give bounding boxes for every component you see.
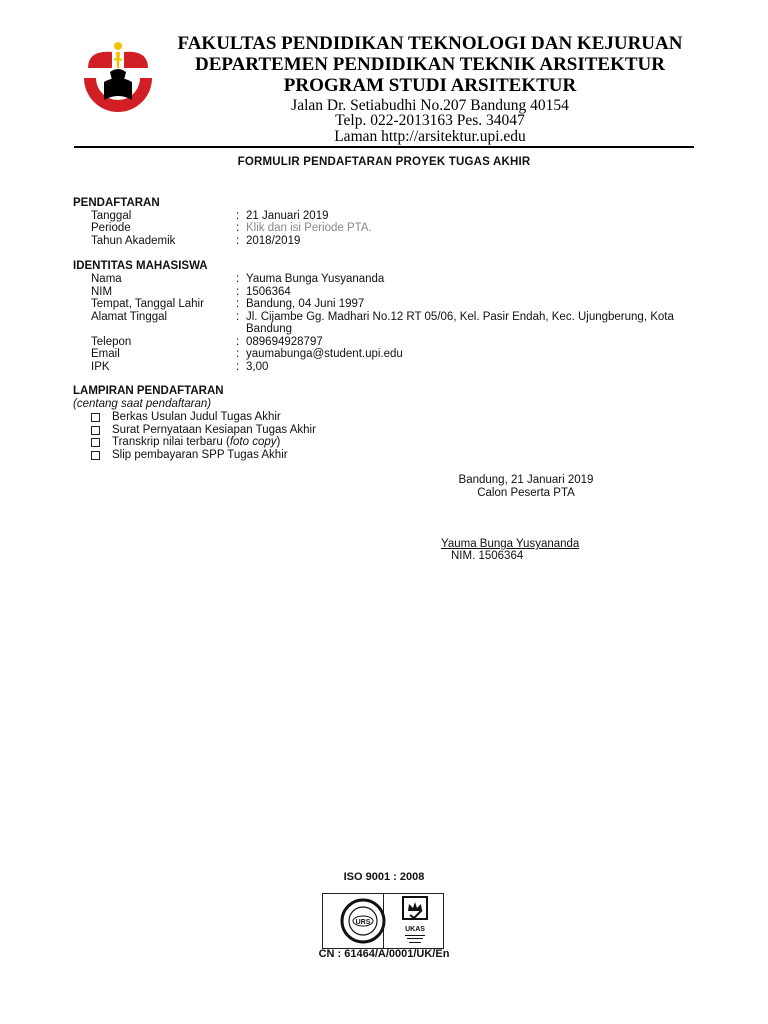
tahun-akademik-label: Tahun Akademik xyxy=(91,235,176,247)
checkbox[interactable] xyxy=(91,426,100,435)
colon: : xyxy=(236,222,240,234)
form-title: FORMULIR PENDAFTARAN PROYEK TUGAS AKHIR xyxy=(237,156,531,168)
alamat-label: Alamat Tinggal xyxy=(91,311,168,323)
nama-value: Yauma Bunga Yusyananda xyxy=(246,273,385,285)
section-pendaftaran-heading: PENDAFTARAN xyxy=(73,197,160,209)
alamat-value-line2: Bandung xyxy=(246,323,293,335)
checklist-label: Surat Pernyataan Kesiapan Tugas Akhir xyxy=(112,424,316,436)
checklist-item[interactable] xyxy=(91,411,281,423)
tanggal-value: 21 Januari 2019 xyxy=(246,210,329,222)
website-line: Laman http://arsitektur.upi.edu xyxy=(334,128,526,145)
signature-place-date: Bandung, 21 Januari 2019 xyxy=(458,474,594,486)
alamat-value: Jl. Cijambe Gg. Madhari No.12 RT 05/06, Kel. Pasir Endah, Kec. Ujungberung, Kota xyxy=(246,311,674,323)
checkbox[interactable] xyxy=(91,451,100,460)
colon: : xyxy=(236,361,240,373)
ttl-value: Bandung, 04 Juni 1997 xyxy=(246,298,365,310)
nama-label: Nama xyxy=(91,273,122,285)
checklist-item[interactable] xyxy=(91,449,288,461)
ukas-text: UKAS xyxy=(405,926,425,933)
colon: : xyxy=(236,286,240,298)
checklist-label-italic: foto copy xyxy=(229,436,277,448)
colon: : xyxy=(236,210,240,222)
colon: : xyxy=(236,235,240,247)
checklist-item[interactable] xyxy=(91,424,316,436)
checklist-label: Berkas Usulan Judul Tugas Akhir xyxy=(112,411,281,423)
telepon-label: Telepon xyxy=(91,336,132,348)
lampiran-note: (centang saat pendaftaran) xyxy=(73,398,212,410)
header-divider xyxy=(74,146,694,148)
checklist-label-suffix: ) xyxy=(276,436,281,448)
colon: : xyxy=(236,336,240,348)
tanggal-label: Tanggal xyxy=(91,210,132,222)
ipk-value: 3,00 xyxy=(246,361,269,373)
tahun-akademik-value: 2018/2019 xyxy=(246,235,301,247)
phone-line: Telp. 022-2013163 Pes. 34047 xyxy=(335,112,525,129)
colon: : xyxy=(236,273,240,285)
telepon-value: 089694928797 xyxy=(246,336,323,348)
address-line: Jalan Dr. Setiabudhi No.207 Bandung 40154 xyxy=(291,97,569,114)
email-label: Email xyxy=(91,348,120,360)
urs-text: URS xyxy=(355,919,371,926)
checkbox[interactable] xyxy=(91,413,100,422)
email-value: yaumabunga@student.upi.edu xyxy=(246,348,403,360)
colon: : xyxy=(236,311,240,323)
nim-label: NIM xyxy=(91,286,113,298)
section-lampiran-heading: LAMPIRAN PENDAFTARAN xyxy=(73,385,224,397)
faculty-title: FAKULTAS PENDIDIKAN TEKNOLOGI DAN KEJURUAN xyxy=(177,33,683,54)
iso-label: ISO 9001 : 2008 xyxy=(343,871,425,883)
department-title: DEPARTEMEN PENDIDIKAN TEKNIK ARSITEKTUR xyxy=(194,54,665,75)
signature-name: Yauma Bunga Yusyananda xyxy=(441,538,580,550)
checklist-label: Transkrip nilai terbaru ( xyxy=(112,436,230,448)
ipk-label: IPK xyxy=(91,361,110,373)
section-identitas-heading: IDENTITAS MAHASISWA xyxy=(73,260,208,272)
upi-logo-icon xyxy=(78,38,158,118)
checklist-item[interactable] xyxy=(91,436,280,448)
nim-value: 1506364 xyxy=(246,286,291,298)
signature-nim: NIM. 1506364 xyxy=(451,550,524,562)
signature-role: Calon Peserta PTA xyxy=(477,487,575,499)
ukas-crown-icon xyxy=(396,895,434,947)
checkbox[interactable] xyxy=(91,438,100,447)
program-title: PROGRAM STUDI ARSITEKTUR xyxy=(283,75,577,96)
ttl-label: Tempat, Tanggal Lahir xyxy=(91,298,204,310)
urs-seal-icon xyxy=(339,896,387,946)
cn-label: CN : 61464/A/0001/UK/En xyxy=(318,948,450,960)
periode-field[interactable]: Klik dan isi Periode PTA. xyxy=(246,222,372,234)
colon: : xyxy=(236,298,240,310)
colon: : xyxy=(236,348,240,360)
checklist-label: Slip pembayaran SPP Tugas Akhir xyxy=(112,449,288,461)
periode-label: Periode xyxy=(91,222,131,234)
